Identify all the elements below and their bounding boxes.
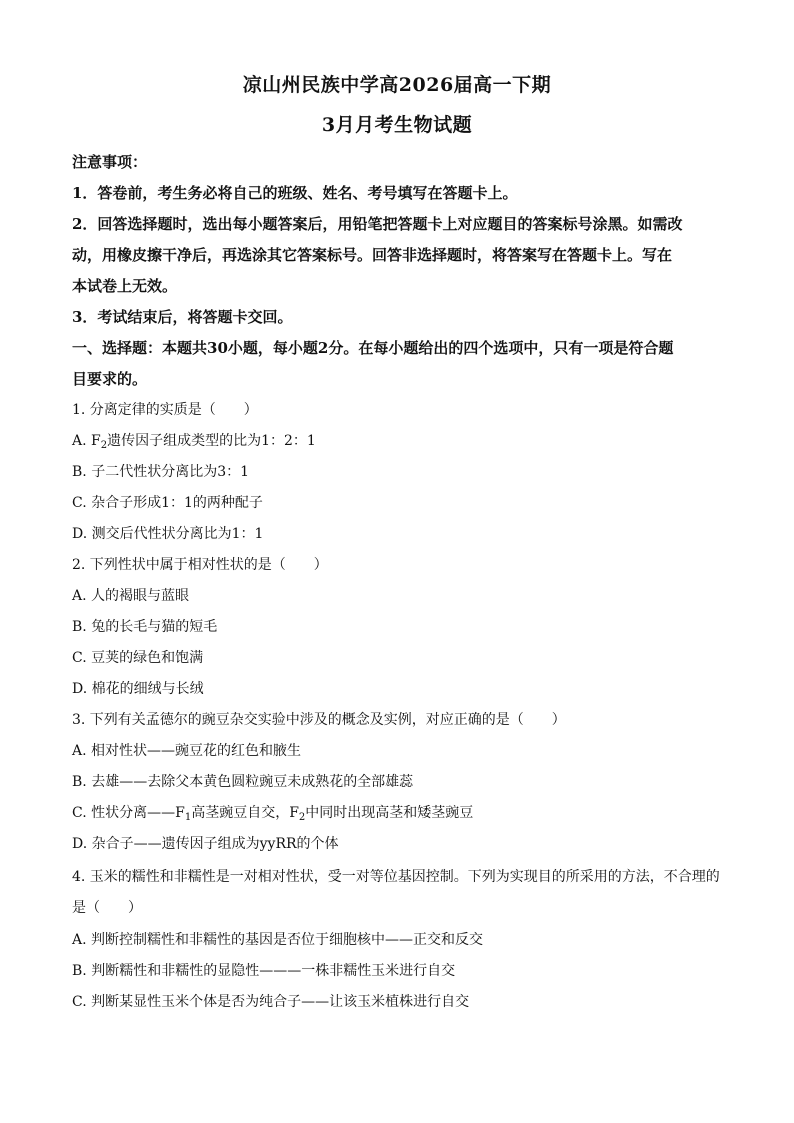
option-a-prefix: A. F bbox=[72, 433, 101, 449]
question-3-option-a: A. 相对性状——豌豆花的红色和腋生 bbox=[72, 743, 302, 759]
note-item-2-line-2: 动，用橡皮擦干净后，再选涂其它答案标号。回答非选择题时，将答案写在答题卡上。写在 bbox=[72, 246, 673, 264]
question-3-option-b: B. 去雄——去除父本黄色圆粒豌豆未成熟花的全部雄蕊 bbox=[72, 774, 414, 790]
question-2-option-a: A. 人的褐眼与蓝眼 bbox=[72, 588, 190, 604]
question-1-option-c: C. 杂合子形成1：1的两种配子 bbox=[72, 495, 263, 511]
question-2-option-b: B. 兔的长毛与猫的短毛 bbox=[72, 619, 218, 635]
question-4-option-b: B. 判断糯性和非糯性的显隐性———一株非糯性玉米进行自交 bbox=[72, 963, 456, 979]
question-4-option-a: A. 判断控制糯性和非糯性的基因是否位于细胞核中——正交和反交 bbox=[72, 932, 484, 948]
note-item-1: 1．答卷前，考生务必将自己的班级、姓名、考号填写在答题卡上。 bbox=[72, 184, 518, 202]
question-2-stem: 2. 下列性状中属于相对性状的是（ ） bbox=[72, 557, 328, 573]
option-c-prefix: C. 性状分离——F bbox=[72, 805, 185, 821]
subscript: 2 bbox=[100, 440, 108, 451]
notes-heading: 注意事项： bbox=[72, 153, 148, 171]
section-heading-line-2: 目要求的。 bbox=[72, 370, 148, 388]
question-1-option-b: B. 子二代性状分离比为3：1 bbox=[72, 464, 250, 480]
option-c-text: 中同时出现高茎和矮茎豌豆 bbox=[305, 805, 474, 821]
note-item-2-line-3: 本试卷上无效。 bbox=[72, 277, 178, 295]
option-a-text: 遗传因子组成类型的比为1：2：1 bbox=[107, 433, 316, 449]
question-3-option-d: D. 杂合子——遗传因子组成为yyRR的个体 bbox=[72, 836, 339, 852]
question-4-option-c: C. 判断某显性玉米个体是否为纯合子——让该玉米植株进行自交 bbox=[72, 994, 470, 1010]
question-4-stem-line-1: 4. 玉米的糯性和非糯性是一对相对性状，受一对等位基因控制。下列为实现目的所采用的方法，不合理的 bbox=[72, 869, 720, 885]
question-1-option-d: D. 测交后代性状分离比为1：1 bbox=[72, 526, 264, 542]
subscript: 1 bbox=[184, 812, 192, 823]
question-1-stem: 1. 分离定律的实质是（ ） bbox=[72, 402, 258, 418]
page-title: 凉山州民族中学高2026届高一下期 bbox=[242, 74, 552, 96]
note-item-3: 3．考试结束后，将答题卡交回。 bbox=[72, 308, 293, 326]
question-3-stem: 3. 下列有关孟德尔的豌豆杂交实验中涉及的概念及实例，对应正确的是（ ） bbox=[72, 712, 566, 728]
page-subtitle: 3月月考生物试题 bbox=[321, 114, 473, 136]
option-c-middle: 高茎豌豆自交，F bbox=[191, 805, 299, 821]
section-heading-line-1: 一、选择题：本题共30小题，每小题2分。在每小题给出的四个选项中，只有一项是符合题 bbox=[72, 339, 674, 357]
note-item-2-line-1: 2．回答选择题时，选出每小题答案后，用铅笔把答题卡上对应题目的答案标号涂黑。如需改 bbox=[72, 215, 683, 233]
question-4-stem-line-2: 是（ ） bbox=[72, 900, 142, 916]
subscript: 2 bbox=[298, 812, 306, 823]
question-3-option-c bbox=[72, 803, 724, 828]
question-2-option-d: D. 棉花的细绒与长绒 bbox=[72, 681, 204, 697]
question-1-option-a bbox=[72, 431, 724, 456]
question-2-option-c: C. 豆荚的绿色和饱满 bbox=[72, 650, 204, 666]
